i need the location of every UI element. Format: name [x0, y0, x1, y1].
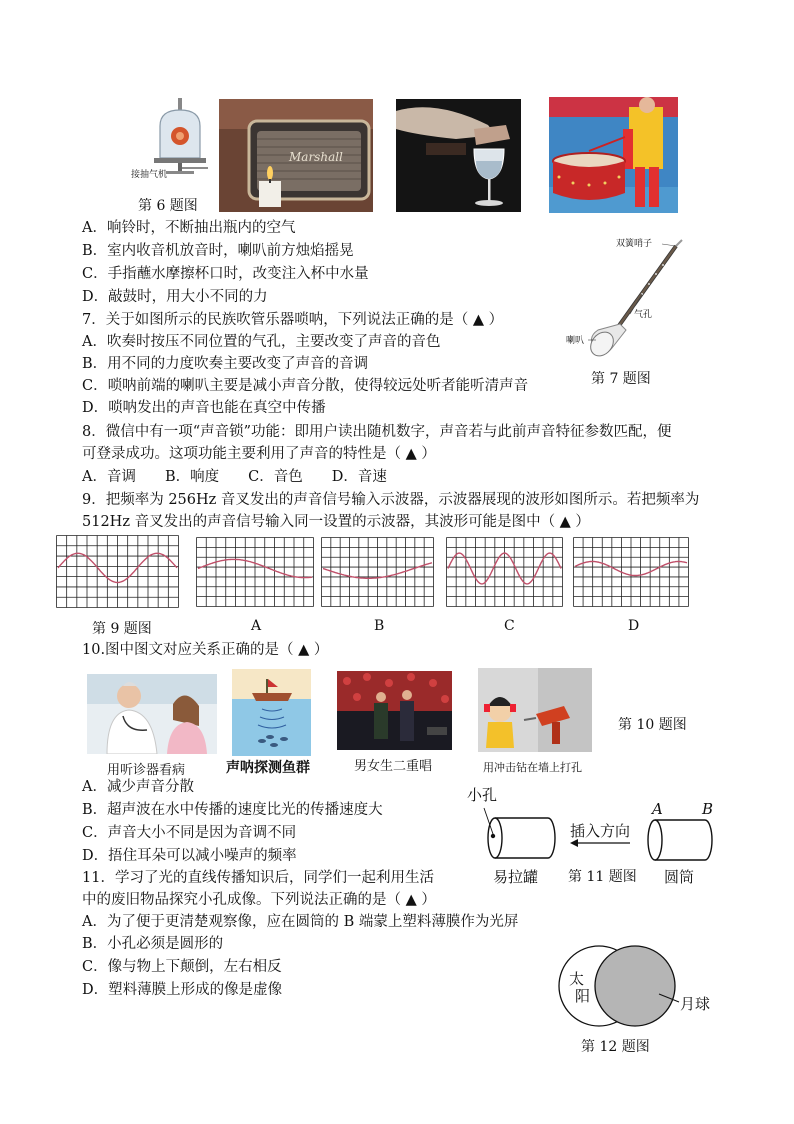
svg-text:Marshall: Marshall: [289, 150, 343, 164]
sonar-photo: [232, 669, 311, 756]
q10-option-d: D．捂住耳朵可以减小噪声的频率: [82, 848, 297, 864]
q9-label-b: B: [374, 618, 385, 634]
q12-figure-caption: 第 12 题图: [581, 1039, 650, 1055]
q11-option-c: C．像与物上下颠倒，左右相反: [82, 959, 282, 975]
q7-option-a: A．吹奏时按压不同位置的气孔，主要改变了声音的音色: [82, 334, 441, 350]
q6-option-a: A．响铃时，不断抽出瓶内的空气: [82, 220, 296, 236]
drum-photo: [549, 97, 678, 213]
q9-label-a: A: [251, 618, 262, 634]
q10-option-b: B．超声波在水中传播的速度比光的传播速度大: [82, 802, 383, 818]
suona-reed-label: 双簧哨子: [616, 239, 653, 249]
q6-figure-caption: 第 6 题图: [138, 198, 198, 214]
q8-stem-line1: 8．微信中有一项“声音锁”功能：即用户读出随机数字，声音若与此前声音特征参数匹配，便: [82, 424, 672, 440]
q11-option-a: A．为了便于更清楚观察像，应在圆筒的 B 端蒙上塑料薄膜作为光屏: [82, 914, 519, 930]
q9-figure-caption: 第 9 题图: [92, 621, 152, 637]
suona-horn-label: 喇叭: [566, 336, 585, 346]
wine-glass-photo: [396, 99, 521, 212]
q7-option-d: D．唢呐发出的声音也能在真空中传播: [82, 400, 326, 416]
q10-stem: 10.图中图文对应关系正确的是（ ▲ ）: [82, 642, 329, 658]
q7-option-c: C．唢呐前端的喇叭主要是减小声音分散，使得较远处听者能听清声音: [82, 378, 529, 394]
pinhole-hole-label: 小孔: [467, 786, 498, 804]
q11-option-d: D．塑料薄膜上形成的像是虚像: [82, 982, 283, 998]
q8-options: A．音调 B．响度 C．音色 D．音速: [82, 469, 387, 485]
can-label: 易拉罐: [493, 868, 539, 886]
q11-stem-line1: 11．学习了光的直线传播知识后，同学们一起利用生活: [82, 870, 434, 886]
q6-option-c: C．手指蘸水摩擦杯口时，改变注入杯中水量: [82, 266, 369, 282]
q11-figure-caption: 第 11 题图: [568, 869, 637, 885]
q8-stem-line2: 可登录成功。这项功能主要利用了声音的特性是（ ▲ ）: [82, 446, 436, 462]
q11-option-b: B．小孔必须是圆形的: [82, 936, 224, 952]
sun-label-2: 阳: [575, 987, 591, 1005]
pump-label: 接抽气机: [131, 170, 168, 180]
drill-photo: [478, 668, 592, 752]
radio-candle-photo: [219, 99, 373, 212]
insert-direction-label: 插入方向: [570, 822, 631, 840]
oscilloscope-reference: [56, 535, 179, 612]
q10-caption-duet: 男女生二重唱: [354, 759, 433, 774]
q10-caption-sonar: 声呐探测鱼群: [226, 760, 310, 776]
oscilloscope-option-d: [573, 537, 689, 611]
q7-stem: 7．关于如图所示的民族吹管乐器唢呐，下列说法正确的是（ ▲ ）: [82, 312, 504, 328]
sun-label-1: 太: [569, 970, 585, 988]
q7-figure-caption: 第 7 题图: [591, 371, 651, 387]
oscilloscope-option-a: [196, 537, 314, 611]
moon-label: 月球: [680, 995, 711, 1013]
oscilloscope-option-c: [446, 537, 563, 611]
q9-label-d: D: [628, 618, 640, 634]
duet-photo: [337, 671, 452, 750]
tube-end-b-label: B: [702, 800, 714, 818]
tube-end-a-label: A: [652, 800, 663, 818]
q7-option-b: B．用不同的力度吹奏主要改变了声音的音调: [82, 356, 369, 372]
q9-label-c: C: [504, 618, 515, 634]
q10-option-c: C．声音大小不同是因为音调不同: [82, 825, 297, 841]
q10-caption-stethoscope: 用听诊器看病: [107, 763, 186, 778]
q10-figure-caption: 第 10 题图: [618, 717, 687, 733]
oscilloscope-option-b: [321, 537, 434, 611]
tube-label: 圆筒: [664, 868, 695, 886]
q6-option-b: B．室内收音机放音时，喇叭前方烛焰摇晃: [82, 243, 354, 259]
suona-hole-label: 气孔: [634, 310, 653, 320]
q9-stem-line2: 512Hz 音叉发出的声音信号输入同一设置的示波器，其波形可能是图中（ ▲ ）: [82, 514, 590, 530]
stethoscope-photo: [87, 674, 217, 754]
q6-option-d: D．敲鼓时，用大小不同的力: [82, 289, 268, 305]
q11-stem-line2: 中的废旧物品探究小孔成像。下列说法正确的是（ ▲ ）: [82, 892, 436, 908]
q9-stem-line1: 9．把频率为 256Hz 音叉发出的声音信号输入示波器，示波器展现的波形如图所示。若把频率为: [82, 492, 700, 508]
q10-option-a: A．减少声音分散: [82, 779, 194, 795]
q10-caption-drill: 用冲击钻在墙上打孔: [483, 761, 582, 774]
